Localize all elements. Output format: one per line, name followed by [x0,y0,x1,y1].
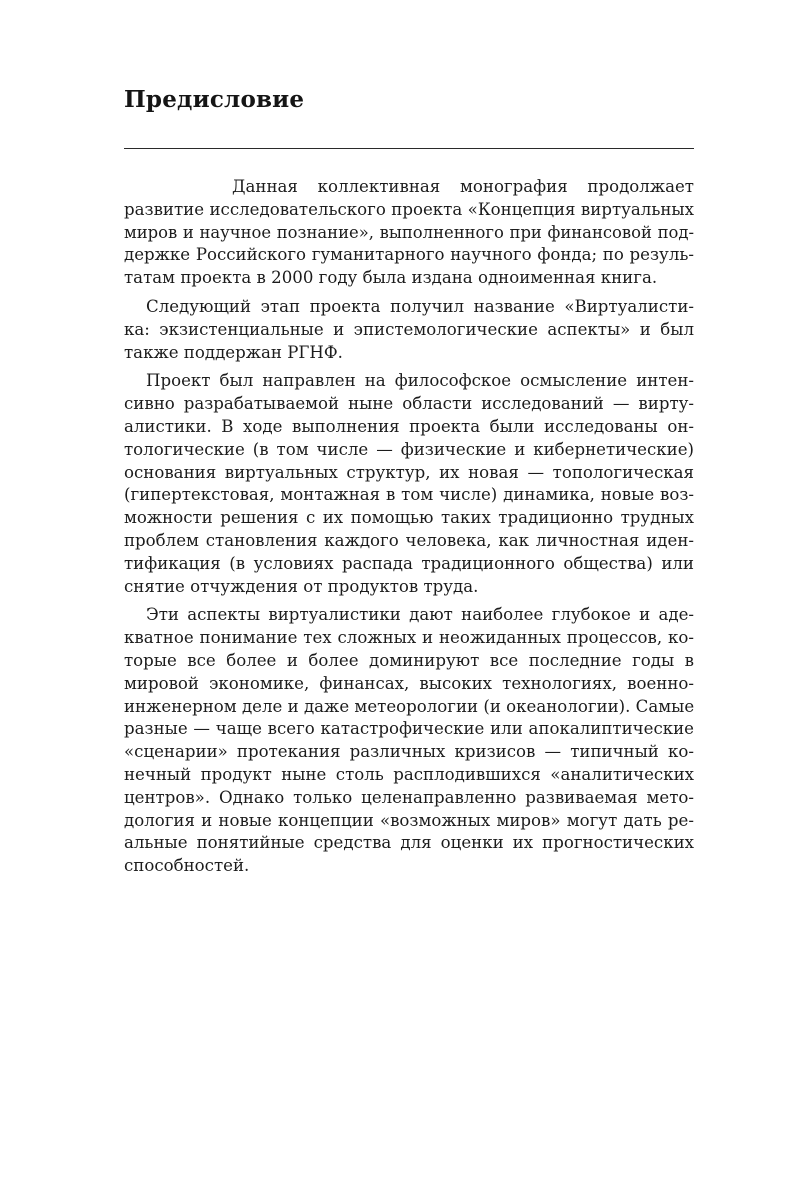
text-line: татам проекта в 2000 году была издана одноименная книга. [124,268,658,288]
text-line: Следующий этап проекта получил название «Виртуалисти- [146,296,694,316]
paragraph-2 [124,296,694,364]
text-line: (гипертекстовая, монтажная в том числе) динамика, новые воз- [124,485,694,505]
text-line: основания виртуальных структур, их новая — топологическая [124,462,694,482]
text-line: кватное понимание тех сложных и неожиданных процессов, ко- [124,628,694,648]
text-line: тологические (в том числе — физические и кибернетические) [124,439,694,459]
paragraph-1 [124,176,694,290]
text-line: алистики. В ходе выполнения проекта были исследованы он- [124,416,694,436]
text-line: сивно разрабатываемой ныне области исследований — вирту- [124,394,694,414]
text-line: разные — чаще всего катастрофические или апокалиптические [124,719,694,739]
text-line: ка: экзистенциальные и эпистемологические аспекты» и был [124,319,694,339]
paragraph-4 [124,604,694,878]
text-line: проблем становления каждого человека, как личностная иден- [124,530,694,550]
text-line: центров». Однако только целенаправленно развиваемая мето- [124,787,694,807]
text-line: мировой экономике, финансах, высоких технологиях, военно- [124,673,694,693]
text-line: можности решения с их помощью таких традиционно трудных [124,508,694,528]
text-line: альные понятийные средства для оценки их прогностических [124,833,694,853]
text-line: миров и научное познание», выполненного при финансовой под- [124,222,694,242]
text-line: также поддержан РГНФ. [124,342,343,362]
text-line: нечный продукт ныне столь расплодившихся «аналитических [124,764,694,784]
heading-rule [124,148,694,149]
text-line: снятие отчуждения от продуктов труда. [124,576,479,596]
text-line: Данная коллективная монография продолжает [232,177,694,196]
text-line: дология и новые концепции «возможных миров» могут дать ре- [124,810,694,830]
text-line: тификация (в условиях распада традиционного общества) или [124,553,694,573]
text-line: Проект был направлен на философское осмысление интен- [146,371,694,391]
text-line: торые все более и более доминируют все последние годы в [124,650,694,670]
preface-text [124,176,694,878]
text-line: инженерном деле и даже метеорологии (и океанологии). Самые [124,696,695,716]
text-line: держке Российского гуманитарного научного фонда; по резуль- [124,245,694,265]
chapter-heading: Предисловие [124,86,305,113]
text-line: способностей. [124,856,250,876]
text-line: «сценарии» протекания различных кризисов — типичный ко- [124,742,694,762]
text-line: Эти аспекты виртуалистики дают наиболее глубокое и аде- [146,605,694,625]
paragraph-3 [124,370,694,598]
text-line: развитие исследовательского проекта «Концепция виртуальных [124,199,694,219]
